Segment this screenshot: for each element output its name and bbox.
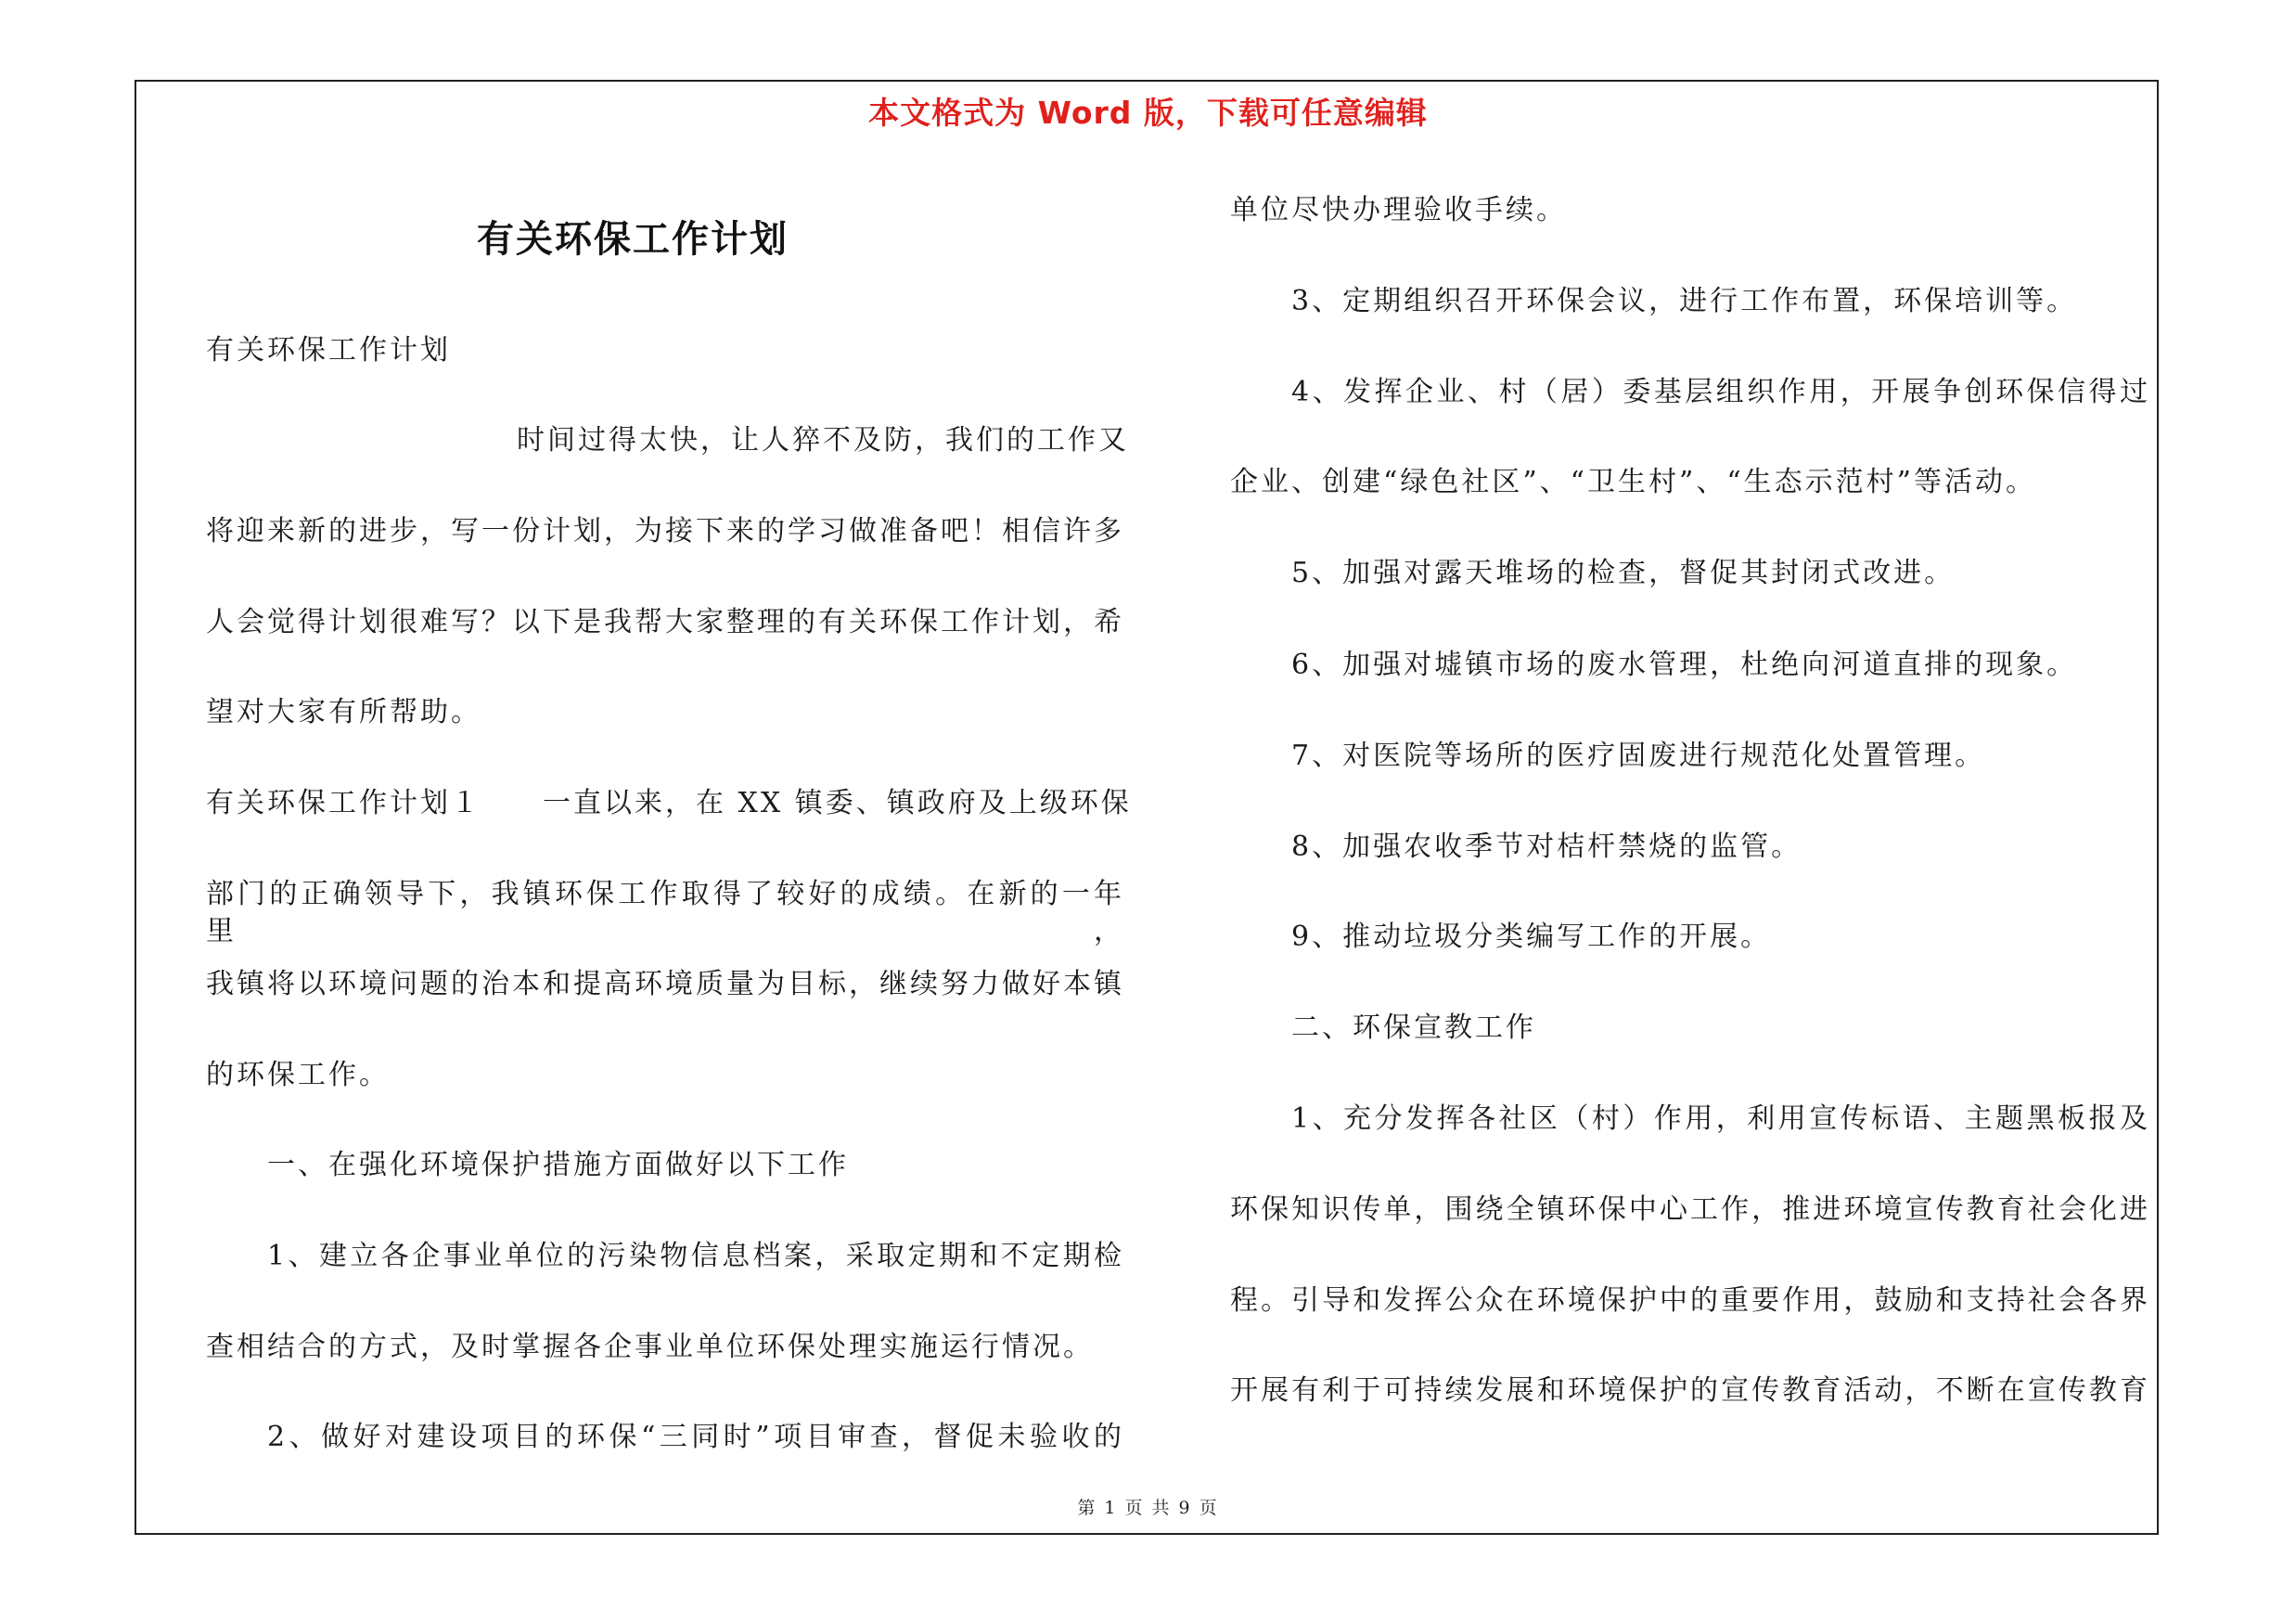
right-column-text-line: 1、充分发挥各社区（村）作用，利用宣传标语、主题黑板报及 (1291, 1102, 2150, 1135)
left-column-text-line: 将迎来新的进步，写一份计划，为接下来的学习做准备吧！相信许多 (206, 515, 1124, 547)
format-notice-banner: 本文格式为 Word 版，下载可任意编辑 (868, 95, 1428, 131)
left-column-text-line: 2、做好对建设项目的环保“三同时”项目审查，督促未验收的 (267, 1421, 1124, 1453)
left-column-text-line: 人会觉得计划很难写？以下是我帮大家整理的有关环保工作计划，希 (206, 606, 1124, 638)
right-column-text-line: 4、发挥企业、村（居）委基层组织作用，开展争创环保信得过 (1291, 376, 2150, 408)
right-column-text-line: 程。引导和发挥公众在环境保护中的重要作用，鼓励和支持社会各界 (1230, 1284, 2150, 1317)
right-column-text-line: 企业、创建“绿色社区”、“卫生村”、“生态示范村”等活动。 (1230, 466, 2037, 498)
left-column-text-line: 有关环保工作计划１ 一直以来，在 XX 镇委、镇政府及上级环保 (206, 787, 1132, 819)
right-column-text-line: 7、对医院等场所的医疗固废进行规范化处置管理。 (1291, 740, 1986, 772)
right-column-text-line: 8、加强农收季节对桔杆禁烧的监管。 (1291, 831, 1802, 863)
right-column-text-line: 开展有利于可持续发展和环境保护的宣传教育活动，不断在宣传教育 (1230, 1374, 2150, 1407)
left-column-text-line: 1、建立各企事业单位的污染物信息档案，采取定期和不定期检 (267, 1240, 1124, 1272)
left-column-text-line: 的环保工作。 (206, 1059, 390, 1091)
right-column-text-line: 5、加强对露天堆场的检查，督促其封闭式改进。 (1291, 557, 1956, 589)
right-column-text-line: 环保知识传单，围绕全镇环保中心工作，推进环境宣传教育社会化进 (1230, 1193, 2150, 1226)
left-column-text-line: 我镇将以环境问题的治本和提高环境质量为目标，继续努力做好本镇 (206, 968, 1124, 1000)
right-column-text-line: 二、环保宣教工作 (1291, 1011, 1536, 1044)
document-title: 有关环保工作计划 (477, 217, 789, 261)
page-number-footer: 第 1 页 共 9 页 (1077, 1498, 1219, 1518)
right-column-text-line: 9、推动垃圾分类编写工作的开展。 (1291, 921, 1772, 953)
left-column-text-line: 时间过得太快，让人猝不及防，我们的工作又 (517, 424, 1129, 457)
left-column-text-line: 部门的正确领导下，我镇环保工作取得了较好的成绩。在新的一年里， (206, 878, 1124, 947)
left-column-text-line: 有关环保工作计划 (206, 334, 451, 367)
left-column-text-line: 一、在强化环境保护措施方面做好以下工作 (267, 1149, 849, 1181)
right-column-text-line: 3、定期组织召开环保会议，进行工作布置，环保培训等。 (1291, 285, 2078, 317)
right-column-text-line: 单位尽快办理验收手续。 (1230, 194, 1567, 226)
right-column-text-line: 6、加强对墟镇市场的废水管理，杜绝向河道直排的现象。 (1291, 649, 2078, 681)
left-column-text-line: 望对大家有所帮助。 (206, 696, 481, 728)
left-column-text-line: 查相结合的方式，及时掌握各企事业单位环保处理实施运行情况。 (206, 1331, 1094, 1363)
